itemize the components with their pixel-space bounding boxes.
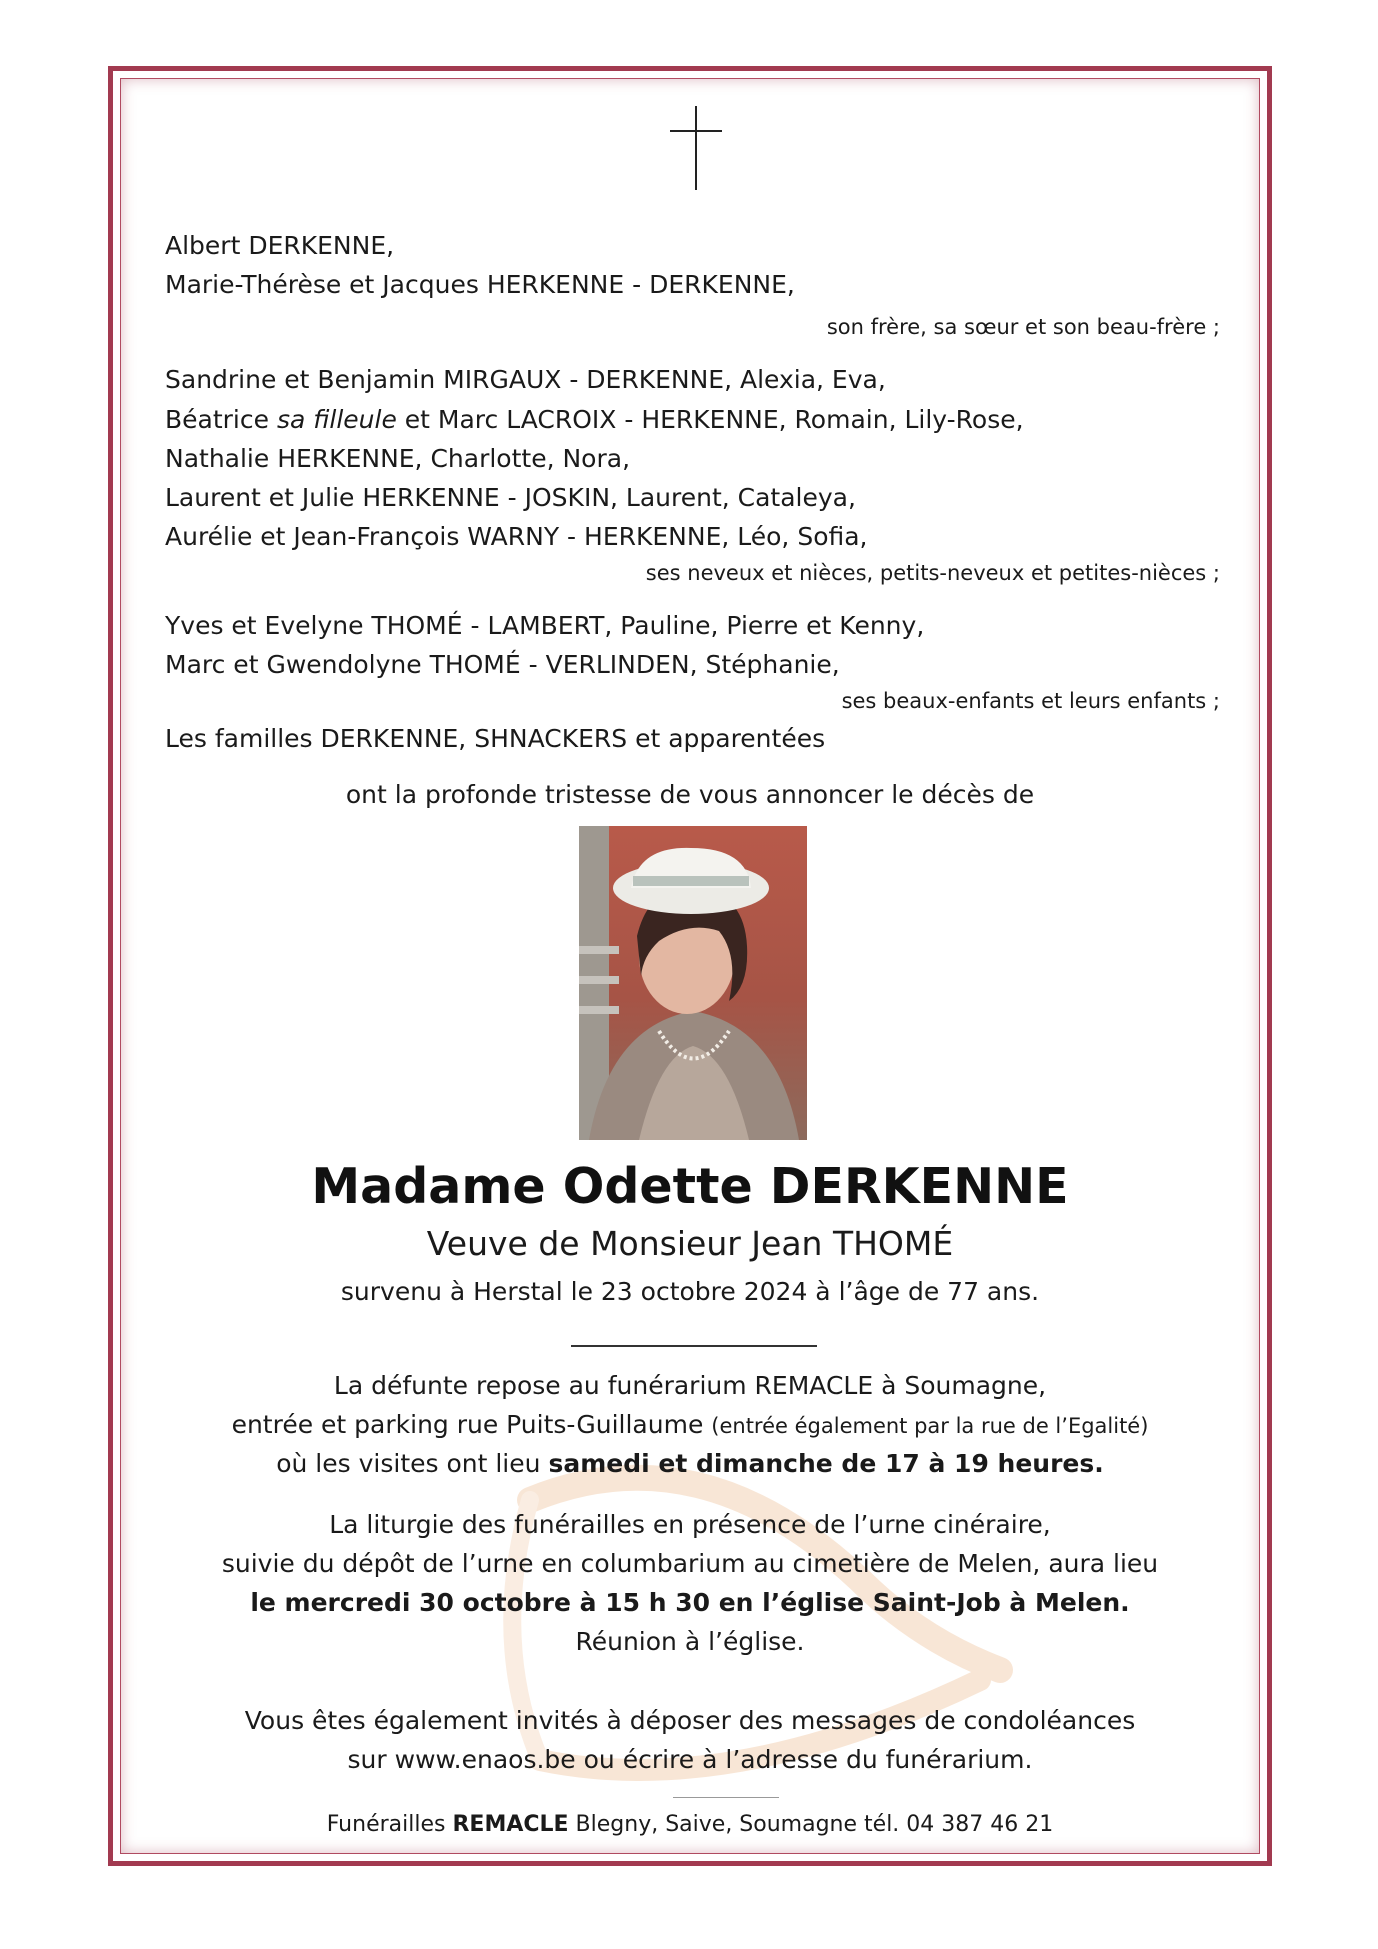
relation-line: son frère, sa sœur et son beau-frère ;: [826, 315, 1220, 339]
footer-brand: REMACLE: [452, 1812, 569, 1837]
announcer-text: Béatrice: [165, 405, 277, 434]
ceremony-line: Réunion à l’église.: [575, 1627, 805, 1656]
visitation-line: [120, 1405, 1260, 1446]
footer-divider: [673, 1797, 779, 1798]
relation-line: ses neveux et nièces, petits-neveux et petites-nièces ;: [645, 561, 1220, 585]
condolences-line: Vous êtes également invités à déposer des messages de condoléances: [244, 1706, 1136, 1735]
announcer-line: Aurélie et Jean-François WARNY - HERKENNE, Léo, Sofia,: [165, 522, 868, 551]
relation-line: ses beaux-enfants et leurs enfants ;: [841, 689, 1220, 713]
announcer-line: Marc et Gwendolyne THOMÉ - VERLINDEN, Stéphanie,: [165, 650, 840, 679]
deceased-details: survenu à Herstal le 23 octobre 2024 à l’âge de 77 ans.: [340, 1277, 1040, 1306]
deceased-photo: [579, 826, 807, 1140]
visitation-text: où les visites ont lieu: [276, 1449, 549, 1478]
condolences-line: sur www.enaos.be ou écrire à l’adresse du funérarium.: [347, 1745, 1033, 1774]
announcer-line: Les familles DERKENNE, SHNACKERS et apparentées: [165, 724, 826, 753]
announcer-text: et Marc LACROIX - HERKENNE, Romain, Lily-Rose,: [396, 405, 1024, 434]
footer-suffix: Blegny, Saive, Soumagne tél. 04 387 46 21: [568, 1812, 1054, 1837]
visitation-line: La défunte repose au funérarium REMACLE à Soumagne,: [333, 1371, 1047, 1400]
footer-line: [120, 1805, 1260, 1844]
announcer-line: [165, 400, 1024, 439]
ceremony-line: suivie du dépôt de l’urne en columbarium au cimetière de Melen, aura lieu: [221, 1549, 1159, 1578]
visitation-hours: samedi et dimanche de 17 à 19 heures.: [548, 1449, 1104, 1478]
visitation-note: (entrée également par la rue de l’Egalité): [711, 1414, 1149, 1438]
announcer-line: Sandrine et Benjamin MIRGAUX - DERKENNE, Alexia, Eva,: [165, 365, 886, 394]
cross-icon: [670, 106, 722, 190]
visitation-text: entrée et parking rue Puits-Guillaume: [231, 1410, 712, 1439]
announcer-line: Laurent et Julie HERKENNE - JOSKIN, Laurent, Cataleya,: [165, 483, 856, 512]
ceremony-date-text: le mercredi 30 octobre à 15 h 30 en l’église Saint-Job à Melen.: [250, 1588, 1130, 1617]
footer-prefix: Funérailles: [326, 1812, 453, 1837]
announcer-line: Albert DERKENNE,: [165, 231, 395, 260]
announcer-line: Nathalie HERKENNE, Charlotte, Nora,: [165, 444, 631, 473]
announcement-line: ont la profonde tristesse de vous annoncer le décès de: [345, 780, 1035, 809]
ceremony-line: La liturgie des funérailles en présence de l’urne cinéraire,: [329, 1510, 1051, 1539]
announcer-line: Marie-Thérèse et Jacques HERKENNE - DERKENNE,: [165, 270, 795, 299]
ceremony-date: [120, 1583, 1260, 1622]
announcer-italic: sa filleule: [276, 405, 397, 434]
deceased-subtitle: Veuve de Monsieur Jean THOMÉ: [426, 1224, 954, 1263]
deceased-name: Madame Odette DERKENNE: [311, 1158, 1069, 1215]
visitation-line: [120, 1444, 1260, 1483]
announcer-line: Yves et Evelyne THOMÉ - LAMBERT, Pauline, Pierre et Kenny,: [165, 611, 925, 640]
divider: [571, 1345, 817, 1347]
